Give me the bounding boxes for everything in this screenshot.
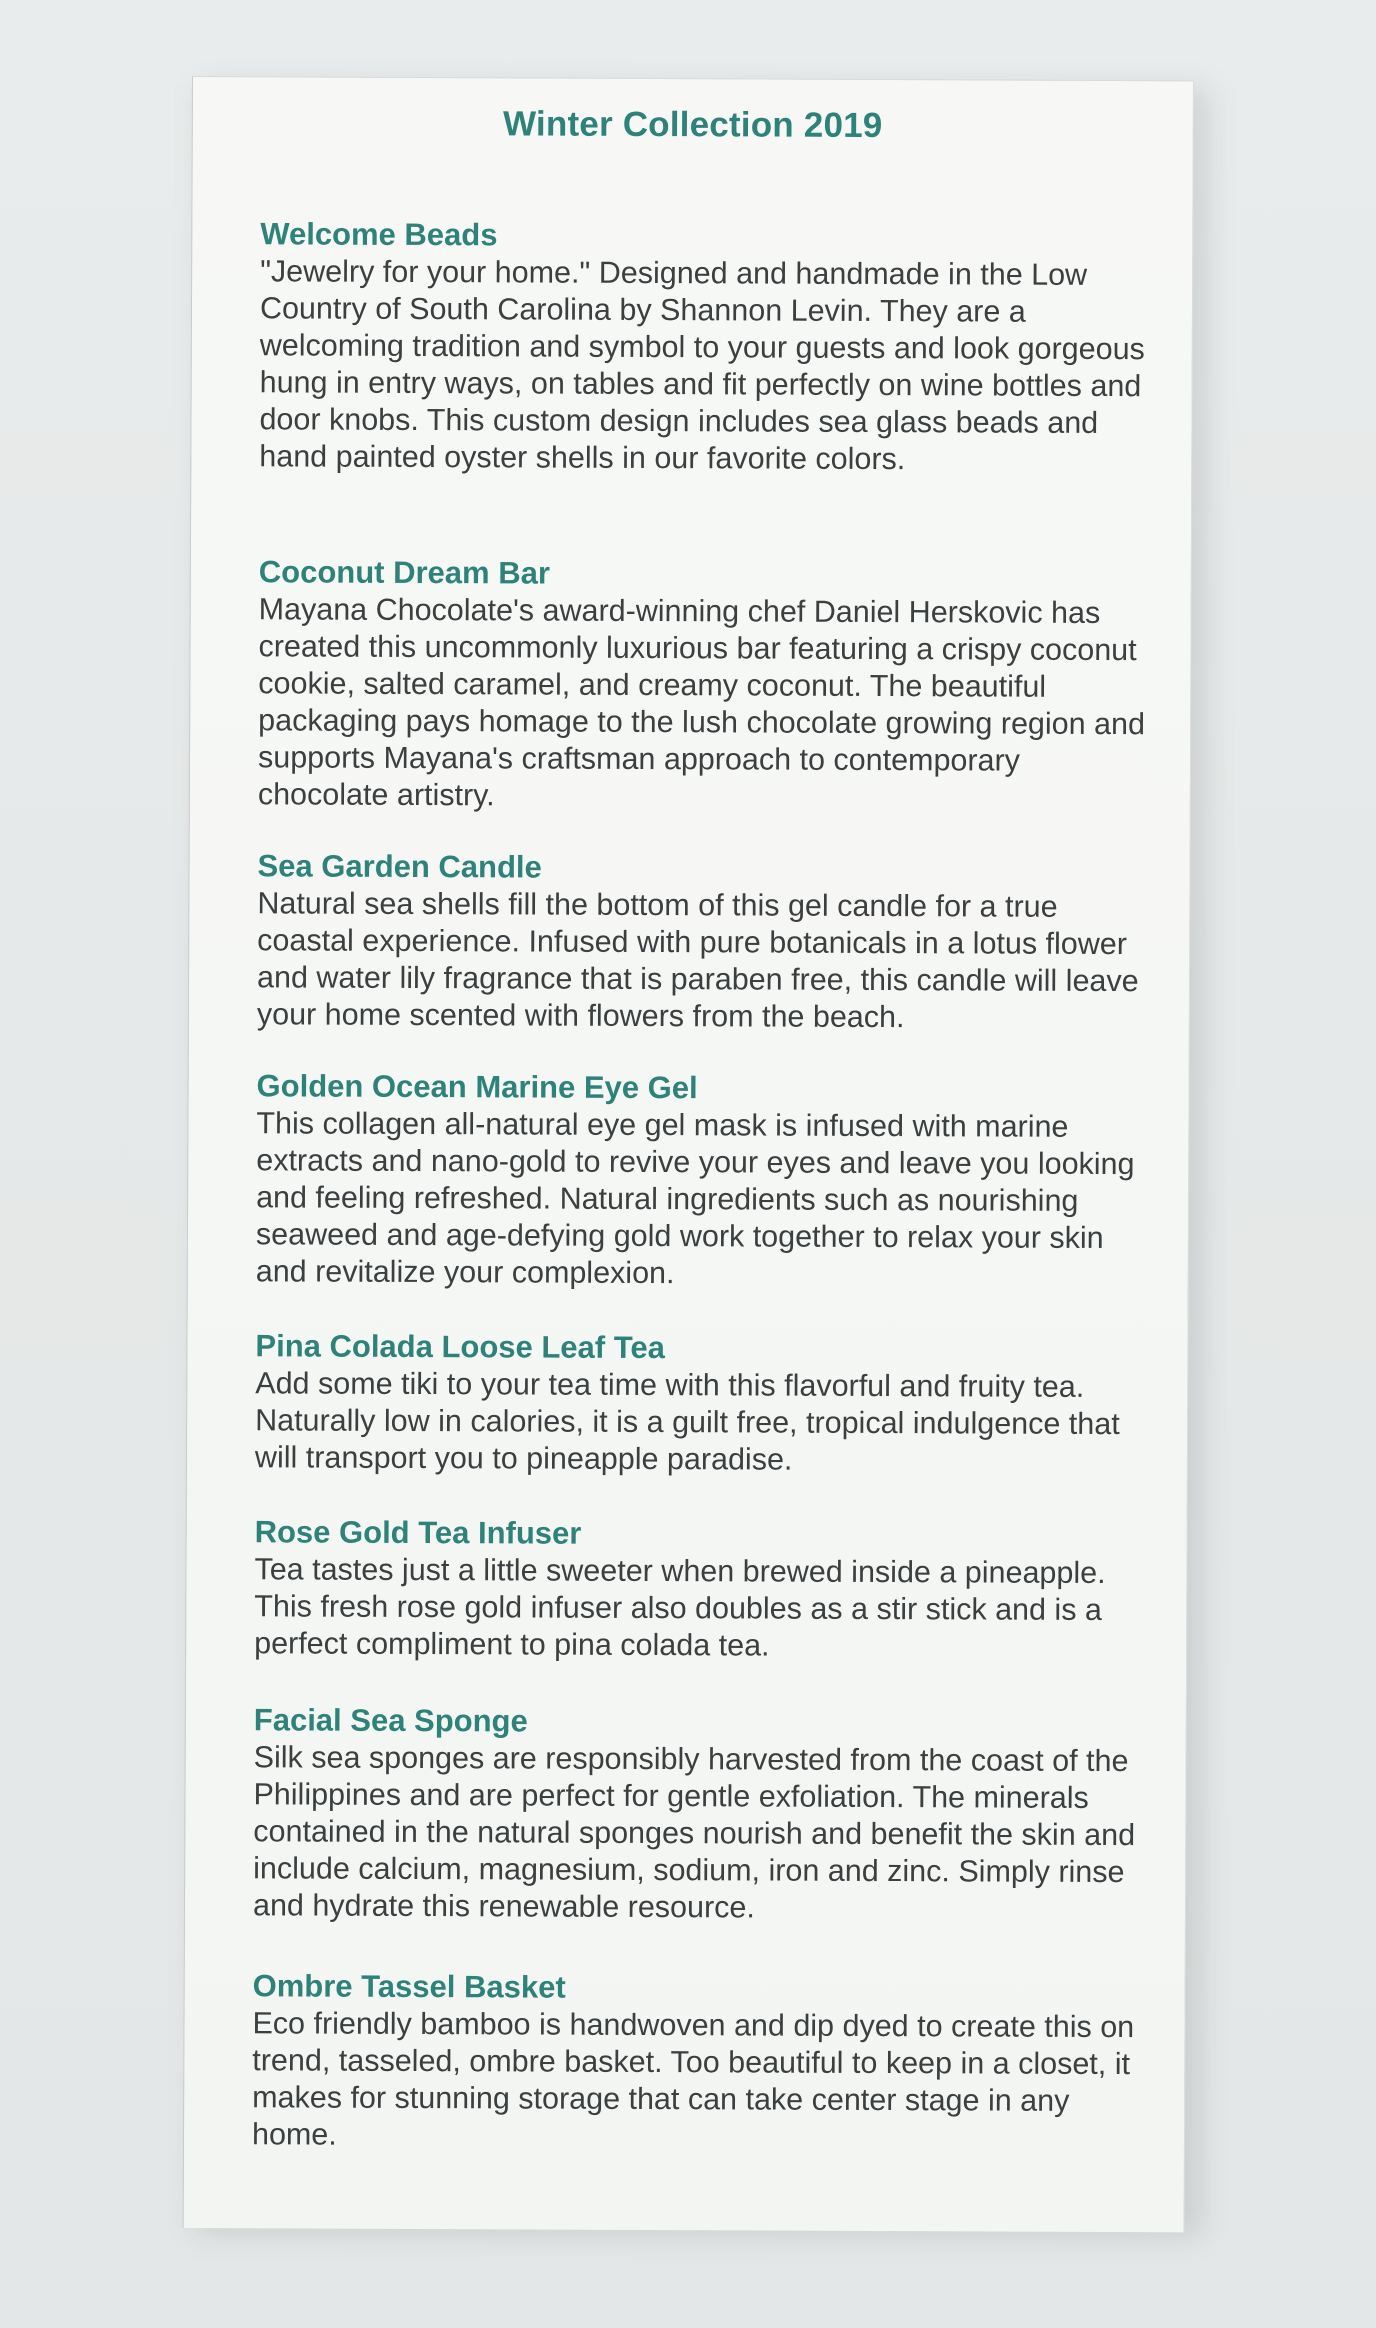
section-title: Rose Gold Tea Infuser bbox=[254, 1514, 582, 1551]
collection-card bbox=[183, 76, 1194, 2232]
section-coconut-dream-bar bbox=[258, 553, 1159, 817]
section-title: Pina Colada Loose Leaf Tea bbox=[255, 1328, 665, 1366]
section-body: Mayana Chocolate's award-winning chef Daniel Herskovic has created this uncommonly luxurious bar featuring a crispy coconut cookie, salted caramel, and creamy coconut. The beautiful packaging pays homage to the lush chocolate growing region and supports Mayana's craftsman approach to contemporary chocolate artistry. bbox=[257, 592, 1146, 813]
section-pina-colada-tea bbox=[255, 1327, 1156, 1480]
section-sea-garden-candle bbox=[257, 847, 1158, 1037]
section-body: "Jewelry for your home." Designed and handmade in the Low Country of South Carolina by Shannon Levin. They are a welcoming tradition and symbol to your guests and look gorgeous hung in entry ways, on tables and fit perfectly on wine bottles and door knobs. This custom design includes sea glass beads and hand painted oyster shells in our favorite colors. bbox=[259, 254, 1145, 477]
section-title: Coconut Dream Bar bbox=[258, 554, 551, 591]
section-body: Natural sea shells fill the bottom of this gel candle for a true coastal experience. Infused with pure botanicals in a lotus flower and water lily fragrance that is paraben free, this candle will leave your home scented with flowers from the beach. bbox=[256, 886, 1139, 1035]
section-title: Golden Ocean Marine Eye Gel bbox=[256, 1068, 698, 1106]
section-title: Facial Sea Sponge bbox=[253, 1702, 528, 1739]
section-welcome-beads bbox=[259, 215, 1160, 479]
section-facial-sea-sponge bbox=[253, 1701, 1154, 1928]
section-body: Tea tastes just a little sweeter when brewed inside a pineapple. This fresh rose gold infuser also doubles as a stir stick and is a perfect compliment to pina colada tea. bbox=[254, 1552, 1106, 1663]
section-golden-ocean-eye-gel bbox=[256, 1067, 1157, 1294]
section-rose-gold-infuser bbox=[254, 1513, 1155, 1666]
section-ombre-tassel-basket bbox=[252, 1967, 1153, 2157]
section-body: Eco friendly bamboo is handwoven and dip dyed to create this on trend, tasseled, ombre basket. Too beautiful to keep in a closet, it makes for stunning storage that can take center stage in any home. bbox=[251, 2006, 1135, 2152]
section-body: Add some tiki to your tea time with this flavorful and fruity tea. Naturally low in calories, it is a guilt free, tropical indulgence that will transport you to pineapple paradise. bbox=[254, 1366, 1120, 1477]
card-title: Winter Collection 2019 bbox=[502, 104, 883, 146]
section-title: Sea Garden Candle bbox=[257, 848, 542, 885]
section-body: Silk sea sponges are responsibly harvested from the coast of the Philippines and are perfect for gentle exfoliation. The minerals contained in the natural sponges nourish and benefit the skin and include calcium, magnesium, sodium, iron and zinc. Simply rinse and hydrate this renewable resource. bbox=[252, 1740, 1136, 1925]
section-body: This collagen all-natural eye gel mask is infused with marine extracts and nano-gold to revive your eyes and leave you looking and feeling refreshed. Natural ingredients such as nourishing seaweed and age-defying gold work together to relax your skin and revitalize your complexion. bbox=[255, 1106, 1135, 1291]
section-title: Ombre Tassel Basket bbox=[252, 1968, 566, 2005]
section-title: Welcome Beads bbox=[260, 216, 498, 253]
